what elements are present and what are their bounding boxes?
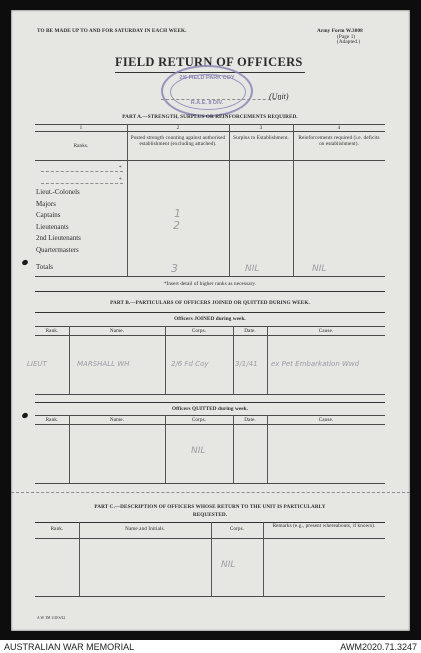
quitted-col-corps: Corps. (191, 417, 207, 423)
form-sheet (11, 10, 410, 631)
stamp-line-1: 2/6 FIELD PARK COY (179, 75, 235, 81)
rank-2nd-lieutenants: 2nd Lieutenants (36, 234, 81, 242)
rank-lieutenants: Lieutenants (36, 222, 69, 231)
form-id: Army Form W.3008 (317, 28, 363, 34)
asterisk-2: * (119, 177, 122, 183)
joined-date-value: 3/1/41 (235, 360, 258, 368)
col-header-surplus: Surplus to Establishment. (233, 135, 289, 141)
asterisk-1: * (119, 165, 122, 171)
quitted-col-name: Name. (109, 417, 125, 423)
perforation-line (11, 492, 410, 493)
part-c-col-name: Name and Initials. (125, 526, 165, 532)
joined-col-rank: Rank. (45, 328, 59, 334)
col-num-4: 4 (337, 125, 341, 131)
hw-total-posted: 3 (171, 262, 178, 275)
quitted-col-date: Date. (244, 417, 256, 423)
col-header-reinforcements: Reinforcements required (i.e. deficits on establishment). (298, 135, 380, 147)
ranks-list (36, 187, 81, 256)
hw-captains: 1 (174, 207, 181, 220)
form-page: (Page 1) (337, 34, 356, 40)
part-c-col-corps: Corps. (229, 526, 245, 532)
rank-captains: Captains (36, 211, 61, 219)
quitted-nil: NIL (191, 446, 206, 456)
col-num-2: 2 (176, 125, 180, 131)
rank-lieut-colonels: Lieut.-Colonels (36, 188, 80, 196)
quitted-title: Officers QUITTED during week. (171, 406, 249, 412)
joined-corps-value: 2/6 Fd Coy (171, 360, 209, 368)
rank-quartermasters: Quartermasters (36, 245, 79, 254)
part-c-title-2: REQUESTED. (192, 512, 228, 518)
unit-line (161, 99, 281, 100)
col-num-1: 1 (79, 125, 83, 131)
joined-title: Officers JOINED during week. (174, 316, 246, 322)
rank-majors: Majors (36, 199, 56, 208)
hw-lieutenants: 2 (173, 219, 180, 232)
quitted-col-rank: Rank. (45, 417, 59, 423)
page-title: FIELD RETURN OF OFFICERS (115, 55, 303, 69)
footer-institution: AUSTRALIAN WAR MEMORIAL (4, 642, 135, 652)
part-a-title: PART A.—STRENGTH, SURPLUS OR REINFORCEMENTS REQUIRED. (122, 114, 298, 120)
hw-total-surplus: NIL (245, 264, 260, 274)
joined-col-cause: Cause. (318, 328, 334, 334)
printer-mark: A.W. 3M 1/40 S/42 (37, 616, 66, 620)
unit-stamp (161, 65, 253, 117)
joined-col-name: Name. (109, 328, 125, 334)
col-header-posted: Posted strength counting against authorised establishment (excluding attached). (130, 135, 226, 147)
hw-total-reinforcements: NIL (312, 264, 327, 274)
part-c-title-1: PART C.—DESCRIPTION OF OFFICERS WHOSE RETURN TO THE UNIT IS PARTICULARLY (94, 504, 326, 510)
joined-name-value: MARSHALL WH (77, 360, 130, 368)
unit-label: (Unit) (269, 92, 289, 101)
part-b-title: PART B.—PARTICULARS OF OFFICERS JOINED OR QUITTED DURING WEEK. (110, 300, 310, 306)
part-c-col-rank: Rank. (50, 526, 64, 532)
footer-accession: AWM2020.71.3247 (340, 642, 417, 652)
joined-rank-value: LIEUT (27, 360, 47, 368)
col-header-ranks: Ranks. (73, 143, 89, 149)
joined-col-date: Date. (244, 328, 256, 334)
stamp-line-2: R.A.E. 8 DIV. (190, 100, 224, 106)
totals-label: Totals (36, 263, 54, 271)
joined-col-corps: Corps. (191, 328, 207, 334)
part-c-col-remarks: Remarks (e.g., present whereabouts, if known). (272, 523, 376, 529)
joined-cause-value: ex Pet Embarkation Wwd (271, 360, 360, 368)
header-note: TO BE MADE UP TO AND FOR SATURDAY IN EACH WEEK. (37, 28, 187, 34)
col-num-3: 3 (259, 125, 263, 131)
part-a-footnote: *Insert detail of higher ranks as necessary. (163, 281, 257, 287)
quitted-col-cause: Cause. (318, 417, 334, 423)
form-adapted: (Adapted.) (337, 39, 361, 45)
part-c-nil: NIL (221, 560, 236, 570)
